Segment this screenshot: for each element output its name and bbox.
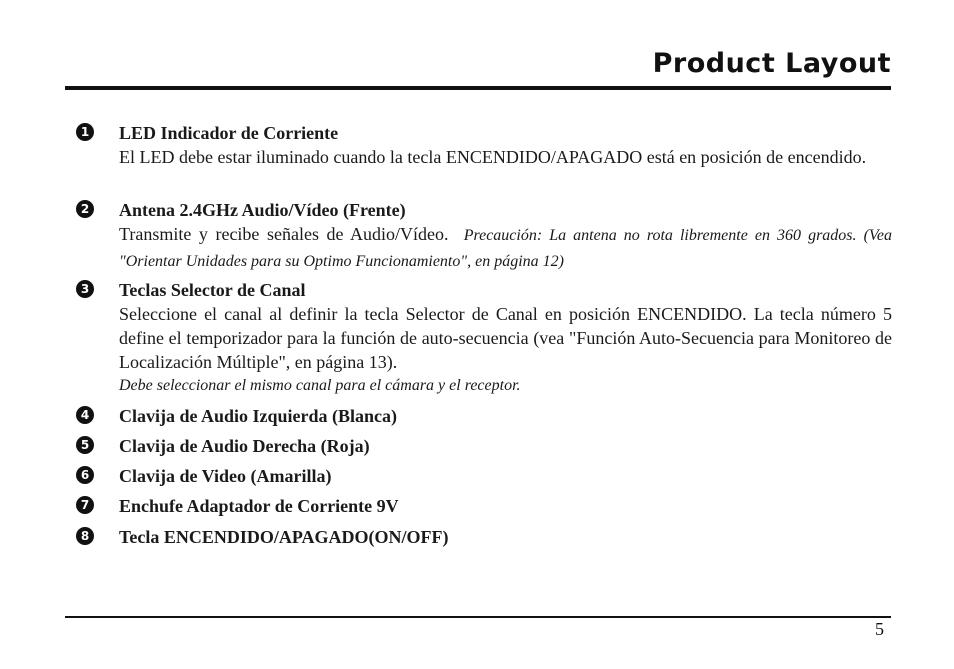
item-description: El LED debe estar iluminado cuando la tecla ENCENDIDO/APAGADO está en posición de encendido. [119,147,867,167]
item-description: Seleccione el canal al definir la tecla Selector de Canal en posición ENCENDIDO. La tecla número 5 define el temporizador para la función de auto-secuencia (vea "Función Auto-Secuencia para Monitoreo de Localización Múltiple", en página 13). [119,304,892,372]
item-caution-note: Precaución: La antena no rota libremente en 360 grados. (Vea "Orientar Unidades para su Optimo Funcionamiento", en página 12) [119,227,893,270]
page-title: Product Layout [652,48,891,79]
footer-rule [65,616,891,618]
item-number-badge: 4 [76,406,94,424]
item-note: Debe seleccionar el mismo canal para el cámara y el receptor. [119,377,521,394]
item-content [119,198,892,274]
item-number-badge: 6 [76,466,94,484]
item-content [119,525,892,549]
item-heading: Clavija de Audio Derecha (Roja) [119,436,370,456]
item-heading: Antena 2.4GHz Audio/Vídeo (Frente) [119,200,406,220]
item-number-badge: 1 [76,123,94,141]
item-content [119,121,892,169]
item-content [119,464,892,488]
item-heading: Clavija de Video (Amarilla) [119,466,332,486]
item-description: Transmite y recibe señales de Audio/Vídeo. [119,224,449,244]
item-heading: Clavija de Audio Izquierda (Blanca) [119,406,398,426]
item-number-badge: 8 [76,527,94,545]
item-description-with-note [119,222,892,274]
item-heading: Enchufe Adaptador de Corriente 9V [119,496,399,516]
item-number-badge: 5 [76,436,94,454]
header-rule [65,86,891,90]
item-heading: Tecla ENCENDIDO/APAGADO(ON/OFF) [119,527,449,547]
item-heading: LED Indicador de Corriente [119,123,339,143]
item-content [119,434,892,458]
item-content [119,278,892,398]
item-content [119,404,892,428]
page-number: 5 [875,619,884,639]
item-number-badge: 2 [76,200,94,218]
item-number-badge: 3 [76,280,94,298]
item-heading: Teclas Selector de Canal [119,280,306,300]
item-number-badge: 7 [76,496,94,514]
item-content [119,494,892,518]
